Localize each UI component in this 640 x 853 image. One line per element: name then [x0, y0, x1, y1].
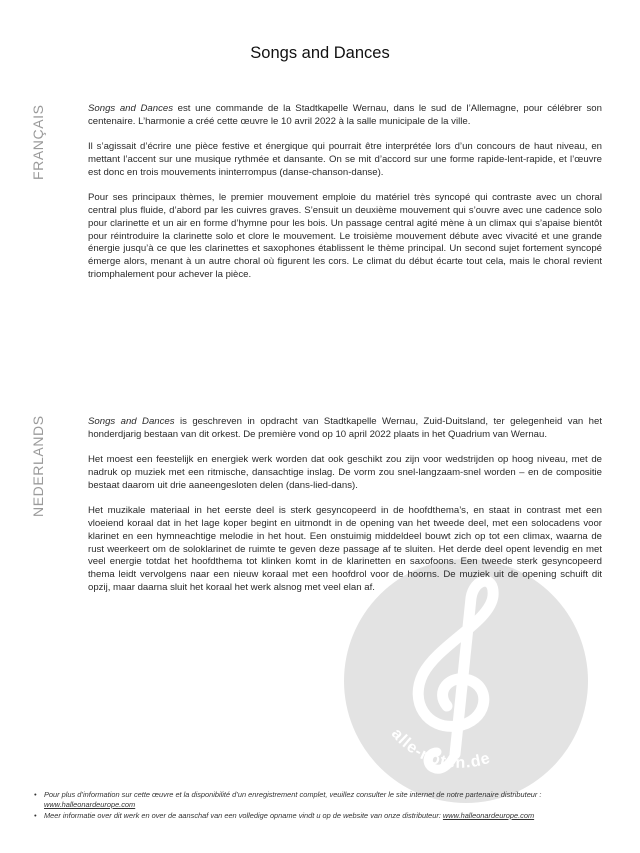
bullet: •: [34, 811, 37, 820]
dutch-section: [88, 416, 602, 607]
language-label-dutch: NEDERLANDS: [30, 415, 46, 517]
watermark-text: alle-noten.de: [387, 725, 493, 772]
bullet: •: [34, 790, 37, 799]
french-section: [88, 103, 602, 294]
dutch-paragraph-2: Het moest een feestelijk en energiek werk worden dat ook geschikt zou zijn voor wedstrijden op hoog niveau, met de nadruk op muziek met een ritmische, dansachtige inslag. De vorm zou snel-langzaam-snel worden – en de compositie bestaat daarom uit drie aaneengesloten delen (dans-lied-dans).: [88, 454, 602, 491]
french-paragraph-3: Pour ses principaux thèmes, le premier mouvement emploie du matériel très syncopé qui contraste avec un choral central plus fluide, d’abord par les cuivres graves. S’ensuit un deuxième mouvement qui s’ouvre avec une cadence solo pour clarinette et un air en forme d’hymne pour les bois. Un passage central agité mène à un climax qui s’apaise bientôt pour réintroduire la clarinette solo et clore le mouvement. Le troisième mouvement débute avec vivacité et une grande énergie jusqu’à ce que les clarinettes et saxophones établissent le thème principal. Un second sujet fortement syncopé émerge alors, menant à un autre choral où figurent les cors. Le climat du début écarte tout cela, mais le choral revient triomphalement pour achever la pièce.: [88, 192, 602, 280]
work-title: Songs and Dances: [88, 103, 174, 114]
footnote-french: • Pour plus d’information sur cette œuvre et la disponibilité d’un enregistrement complet, veuillez consulter le site internet de notre partenaire distributeur : www.halleonardeurope.com: [34, 790, 542, 809]
dutch-paragraph-1: Songs and Dances is geschreven in opdracht van Stadtkapelle Wernau, Zuid-Duitsland, ter gelegenheid van het honderdjarig bestaan van dit orkest. De première vond op 10 april 2022 plaats in het Quadrium van Wernau.: [88, 416, 602, 440]
french-paragraph-2: Il s’agissait d’écrire une pièce festive et énergique qui pourrait être interprétée lors d’un concours de haut niveau, en mettant l’accent sur une musique rythmée et dansante. On se mit d’accord sur une forme rapide-lent-rapide, et l’œuvre est donc en trois mouvements ininterrompus (danse-chanson-danse).: [88, 141, 602, 178]
distributor-link[interactable]: www.halleonardeurope.com: [44, 800, 136, 809]
french-paragraph-1: Songs and Dances est une commande de la Stadtkapelle Wernau, dans le sud de l’Allemagne, pour célébrer son centenaire. L’harmonie a créé cette œuvre le 10 avril 2022 à la salle municipale de la ville.: [88, 103, 602, 127]
footnote-dutch: • Meer informatie over dit werk en over de aanschaf van een volledige opname vindt u op de website van onze distributeur: www.halleonardeurope.com: [34, 811, 535, 820]
work-title: Songs and Dances: [88, 416, 175, 427]
language-label-french: FRANÇAIS: [30, 104, 46, 180]
footnotes: [34, 790, 604, 822]
dutch-paragraph-3: Het muzikale materiaal in het eerste deel is sterk gesyncopeerd in de hoofdthema’s, en staat in contrast met een vloeiend koraal dat in het lage koper begint en uitmondt in de opening van het tweede deel, met een solocadens voor klarinet en een hymneachtige melodie in het hout. Een onstuimig middeldeel bouwt zich op tot een climax, waarna de rust weerkeert om de soloklarinet de ruimte te geven deze passage af te sluiten. Het derde deel opent levendig en met veel energie totdat het hoofdthema tot klinken komt in de klarinetten en saxofoons. Een tweede sterk gesyncopeerd thema leidt vervolgens naar een nieuw koraal met een hoofdrol voor de hoorns. De muziek uit de opening schuift dit opzij, maar daarna sluit het koraal het werk alsnog met veel elan af.: [88, 505, 602, 593]
distributor-link[interactable]: www.halleonardeurope.com: [442, 811, 535, 820]
page-title: Songs and Dances: [250, 44, 390, 62]
